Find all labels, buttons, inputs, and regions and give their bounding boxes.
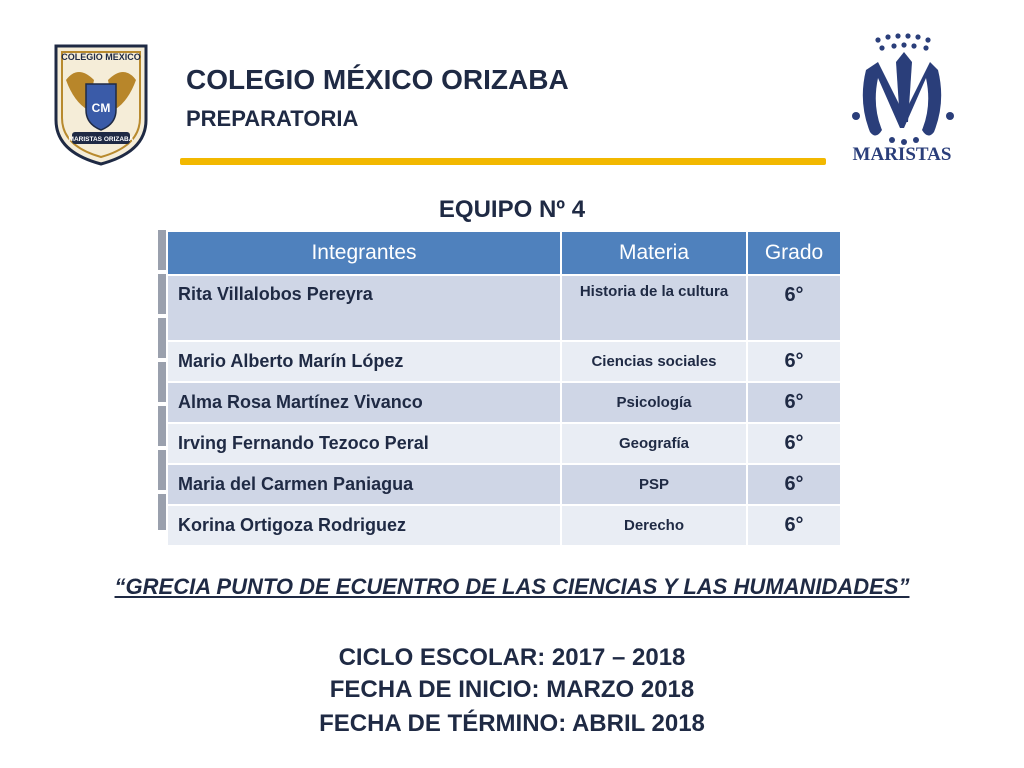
- header-integrantes: Integrantes: [167, 231, 561, 275]
- svg-text:MARISTAS ORIZABA: MARISTAS ORIZABA: [68, 136, 134, 143]
- member-subject: Ciencias sociales: [561, 341, 747, 382]
- member-subject: Geografía: [561, 423, 747, 464]
- member-grade: 6°: [747, 423, 841, 464]
- member-grade: 6°: [747, 275, 841, 341]
- table-row: [167, 423, 841, 464]
- school-level: PREPARATORIA: [186, 106, 359, 131]
- table-row: [167, 464, 841, 505]
- members-table: [166, 230, 842, 547]
- svg-text:COLEGIO MEXICO: COLEGIO MEXICO: [61, 52, 141, 62]
- start-date: FECHA DE INICIO: MARZO 2018: [329, 676, 695, 703]
- member-name: Alma Rosa Martínez Vivanco: [167, 382, 561, 423]
- team-title: EQUIPO Nº 4: [438, 196, 586, 223]
- member-name: Korina Ortigoza Rodriguez: [167, 505, 561, 546]
- table-row: [167, 275, 841, 341]
- table-header-row: [167, 231, 841, 275]
- member-grade: 6°: [747, 341, 841, 382]
- member-subject: PSP: [561, 464, 747, 505]
- member-name: Rita Villalobos Pereyra: [167, 275, 561, 341]
- school-name: COLEGIO MÉXICO ORIZABA: [186, 64, 569, 95]
- member-grade: 6°: [747, 464, 841, 505]
- colegio-mexico-crest-logo: [48, 40, 154, 168]
- end-date: FECHA DE TÉRMINO: ABRIL 2018: [319, 710, 705, 737]
- svg-text:MARISTAS: MARISTAS: [852, 144, 952, 164]
- member-grade: 6°: [747, 505, 841, 546]
- member-subject: Psicología: [561, 382, 747, 423]
- member-subject: Derecho: [561, 505, 747, 546]
- member-name: Irving Fernando Tezoco Peral: [167, 423, 561, 464]
- table-row: [167, 341, 841, 382]
- table-shadow-strip: [158, 230, 166, 530]
- table-row: [167, 505, 841, 546]
- header-grado: Grado: [747, 231, 841, 275]
- maristas-logo: [842, 32, 966, 164]
- member-name: Maria del Carmen Paniagua: [167, 464, 561, 505]
- member-subject: Historia de la cultura: [561, 275, 747, 341]
- header-materia: Materia: [561, 231, 747, 275]
- gold-divider: [180, 158, 826, 165]
- school-cycle: CICLO ESCOLAR: 2017 – 2018: [338, 644, 686, 671]
- svg-text:CM: CM: [91, 101, 111, 115]
- project-slogan: “GRECIA PUNTO DE ECUENTRO DE LAS CIENCIAS Y LAS HUMANIDADES”: [114, 574, 910, 599]
- member-grade: 6°: [747, 382, 841, 423]
- table-row: [167, 382, 841, 423]
- member-name: Mario Alberto Marín López: [167, 341, 561, 382]
